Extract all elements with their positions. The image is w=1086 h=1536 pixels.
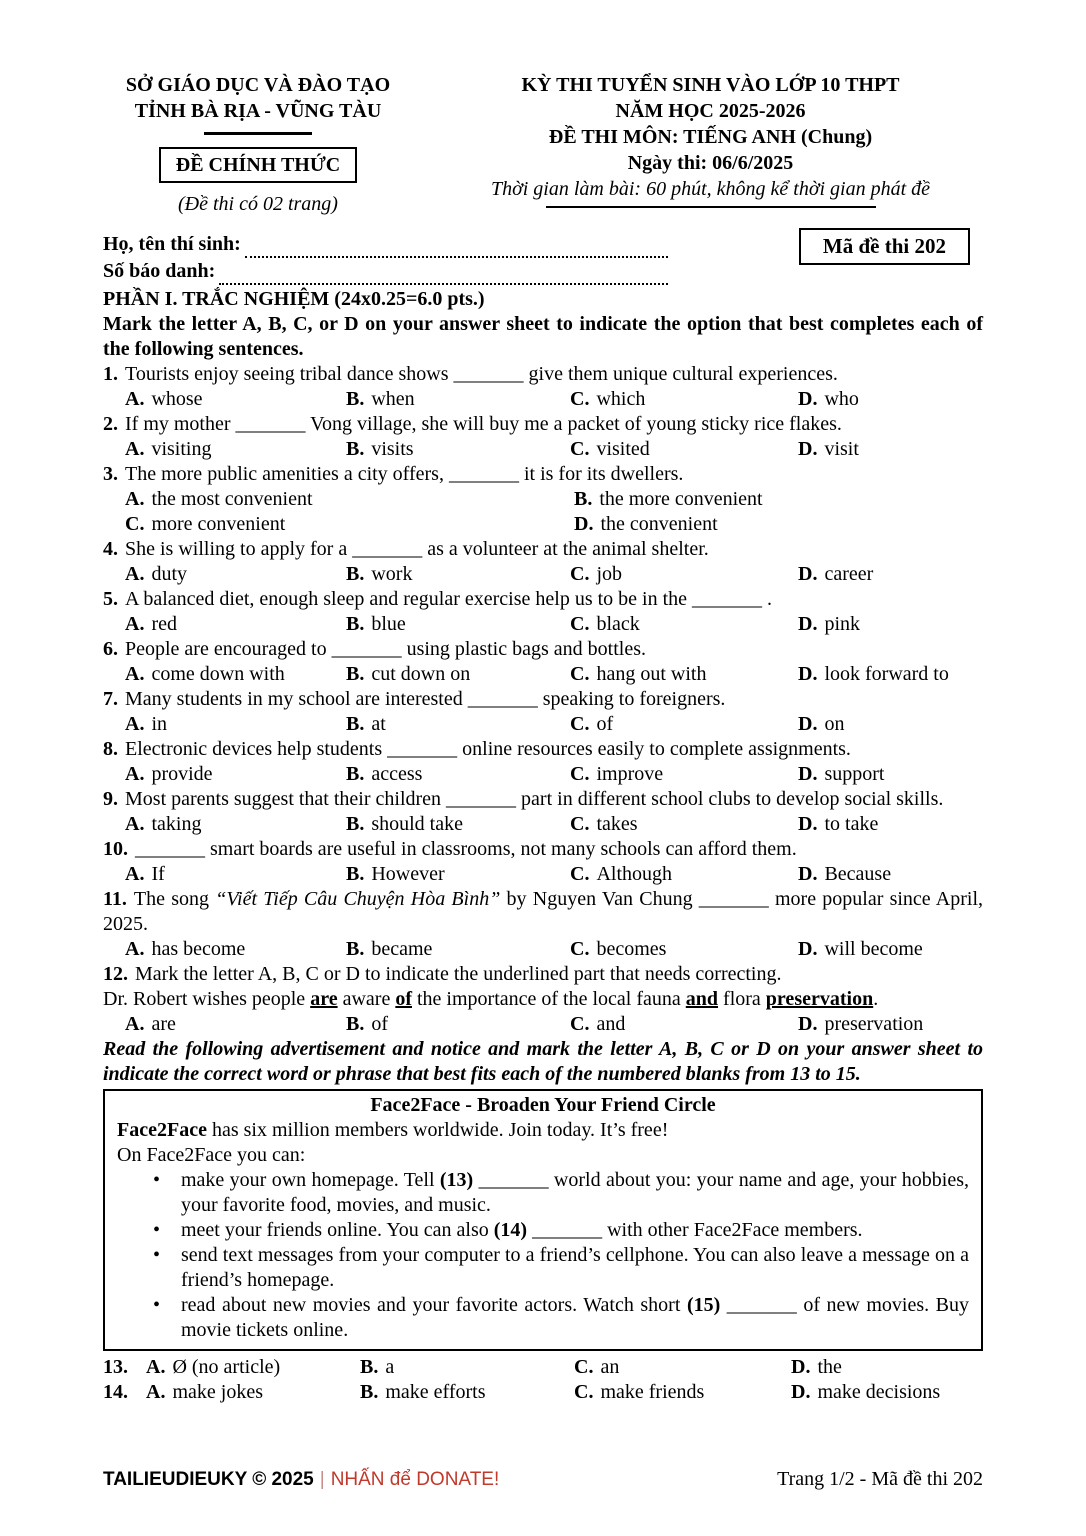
option-c: C. visited (570, 438, 650, 460)
question-9 (103, 787, 983, 837)
option-a: A. taking (125, 813, 202, 835)
option-c: C. an (574, 1356, 620, 1378)
ad-title: Face2Face - Broaden Your Friend Circle (370, 1094, 716, 1116)
question-2 (103, 412, 983, 462)
underlined-part-d: preservation (765, 988, 874, 1010)
part1-instruction: Mark the letter A, B, C, or D on your answer sheet to indicate the option that best completes each of the following sentences. (103, 313, 983, 360)
question-5 (103, 587, 983, 637)
candidate-id-row (103, 258, 668, 285)
option-b: B. when (346, 388, 415, 410)
page-number: Trang 1/2 - Mã đề thi 202 (777, 1468, 983, 1490)
question-3 (103, 462, 983, 537)
question-11-stem: 11. The song “Viết Tiếp Câu Chuyện Hòa Bình” by Nguyen Van Chung _______ more popular since April, 2025. (103, 888, 983, 935)
question-number: 11. (103, 888, 127, 910)
option-c: C. make friends (574, 1381, 705, 1403)
question-number: 8. (103, 738, 118, 760)
candidate-name-blank (245, 236, 668, 258)
brand-name: Face2Face (117, 1119, 207, 1141)
separator: | (319, 1469, 325, 1490)
question-number: 13. (103, 1356, 128, 1378)
question-9-options (103, 812, 983, 837)
underlined-part-a: are (310, 988, 338, 1010)
option-c: C. which (570, 388, 646, 410)
option-c: C. improve (570, 763, 664, 785)
pages-note: (Đề thi có 02 trang) (178, 193, 338, 215)
option-d: D. preservation (798, 1013, 924, 1035)
option-a: A. visiting (125, 438, 212, 460)
question-6 (103, 637, 983, 687)
question-10 (103, 837, 983, 887)
question-8-stem: 8. Electronic devices help students _______ online resources easily to complete assignments. (103, 738, 851, 760)
underlined-part-c: and (685, 988, 719, 1010)
option-a: A. make jokes (146, 1381, 263, 1403)
question-6-stem: 6. People are encouraged to _______ using plastic bags and bottles. (103, 638, 646, 660)
option-a: A. provide (125, 763, 213, 785)
question-3-options (103, 487, 983, 537)
official-exam-box: ĐỀ CHÍNH THỨC (159, 147, 357, 183)
option-a: A. Ø (no article) (146, 1356, 281, 1378)
option-b: B. However (346, 863, 445, 885)
option-a: A. the most convenient (125, 488, 313, 510)
option-b: B. should take (346, 813, 463, 835)
option-a: A. in (125, 713, 168, 735)
option-c: C. job (570, 563, 623, 585)
option-c: C. Although (570, 863, 673, 885)
question-1-stem: 1. Tourists enjoy seeing tribal dance shows _______ give them unique cultural experiences. (103, 363, 838, 385)
question-13 (103, 1355, 983, 1380)
question-number: 3. (103, 463, 118, 485)
department-name-line1: SỞ GIÁO DỤC VÀ ĐÀO TẠO (125, 74, 391, 96)
question-1 (103, 362, 983, 412)
header (103, 72, 983, 217)
question-12 (103, 962, 983, 1037)
question-12-stem: 12. Mark the letter A, B, C or D to indicate the underlined part that needs correcting. (103, 963, 782, 985)
question-number: 12. (103, 963, 128, 985)
footer-left (103, 1467, 499, 1492)
option-d: D. make decisions (791, 1381, 941, 1403)
option-b: B. at (346, 713, 386, 735)
blank-13: (13) (439, 1169, 474, 1191)
option-b: B. cut down on (346, 663, 471, 685)
question-9-stem: 9. Most parents suggest that their children _______ part in different school clubs to develop social skills. (103, 788, 944, 810)
option-b: B. became (346, 938, 433, 960)
song-title: “Viết Tiếp Câu Chuyện Hòa Bình” (215, 888, 501, 910)
ad-intro: Face2Face has six million members worldwide. Join today. It’s free! (117, 1119, 669, 1141)
option-b: B. a (360, 1356, 395, 1378)
option-d: D. the convenient (574, 513, 718, 535)
face2face-ad (103, 1089, 983, 1351)
question-11-options (103, 937, 983, 962)
option-a: A. If (125, 863, 165, 885)
question-number: 10. (103, 838, 128, 860)
option-a: A. duty (125, 563, 188, 585)
question-12-sentence: Dr. Robert wishes people are aware of the importance of the local fauna and flora preservation. (103, 988, 879, 1010)
option-c: C. of (570, 713, 614, 735)
question-number: 6. (103, 638, 118, 660)
question-11 (103, 887, 983, 962)
option-d: D. will become (798, 938, 923, 960)
candidate-name-row (103, 231, 668, 258)
question-number: 5. (103, 588, 118, 610)
exam-title-line3: ĐỀ THI MÔN: TIẾNG ANH (Chung) (548, 126, 873, 148)
candidate-info (103, 231, 983, 285)
blank-14: (14) (493, 1219, 528, 1241)
question-number: 2. (103, 413, 118, 435)
option-a: A. are (125, 1013, 176, 1035)
exam-code-box: Mã đề thi 202 (799, 228, 970, 265)
candidate-id-label: Số báo danh: (103, 260, 216, 282)
ad-bullet-3: • send text messages from your computer to a friend’s cellphone. You can also leave a message on a friend’s homepage. (117, 1243, 969, 1293)
question-2-stem: 2. If my mother _______ Vong village, she will buy me a packet of young sticky rice flakes. (103, 413, 842, 435)
option-d: D. who (798, 388, 859, 410)
option-d: D. on (798, 713, 845, 735)
header-right (438, 72, 983, 217)
option-c: C. hang out with (570, 663, 707, 685)
donate-link[interactable]: NHẤN để DONATE! (330, 1469, 500, 1490)
exam-title-line2: NĂM HỌC 2025-2026 (615, 100, 806, 122)
question-number: 7. (103, 688, 118, 710)
question-1-options (103, 387, 983, 412)
question-4-stem: 4. She is willing to apply for a _______ as a volunteer at the animal shelter. (103, 538, 709, 560)
option-c: C. black (570, 613, 640, 635)
header-right-divider (546, 206, 876, 208)
department-name-line2: TỈNH BÀ RỊA - VŨNG TÀU (134, 100, 382, 122)
site-brand: TAILIEUDIEUKY © 2025 (103, 1469, 314, 1490)
question-5-stem: 5. A balanced diet, enough sleep and regular exercise help us to be in the _______ . (103, 588, 773, 610)
reading-instruction: Read the following advertisement and notice and mark the letter A, B, C or D on your answer sheet to indicate the correct word or phrase that best fits each of the numbered blanks from 13 to 15. (103, 1038, 983, 1085)
option-d: D. support (798, 763, 885, 785)
option-a: A. red (125, 613, 177, 635)
option-a: A. whose (125, 388, 203, 410)
question-8-options (103, 762, 983, 787)
question-4 (103, 537, 983, 587)
question-10-options (103, 862, 983, 887)
option-b: B. work (346, 563, 413, 585)
header-left-divider (204, 132, 312, 135)
underlined-part-b: of (395, 988, 412, 1010)
option-b: B. make efforts (360, 1381, 486, 1403)
option-b: B. blue (346, 613, 406, 635)
question-5-options (103, 612, 983, 637)
question-7-options (103, 712, 983, 737)
question-number: 14. (103, 1381, 128, 1403)
option-b: B. access (346, 763, 423, 785)
option-c: C. becomes (570, 938, 667, 960)
ad-bullet-4: • read about new movies and your favorite actors. Watch short (15) _______ of new movies. Buy movie tickets online. (117, 1293, 969, 1343)
question-10-stem: 10. _______ smart boards are useful in classrooms, not many schools can afford them. (103, 838, 797, 860)
header-left (103, 72, 413, 217)
question-3-stem: 3. The more public amenities a city offers, _______ it is for its dwellers. (103, 463, 684, 485)
question-14 (103, 1380, 983, 1405)
question-7-stem: 7. Many students in my school are interested _______ speaking to foreigners. (103, 688, 726, 710)
question-4-options (103, 562, 983, 587)
ad-bullet-1: • make your own homepage. Tell (13) _______ world about you: your name and age, your hobbies, your favorite food, movies, and music. (117, 1168, 969, 1218)
question-8 (103, 737, 983, 787)
option-d: D. look forward to (798, 663, 949, 685)
option-a: A. has become (125, 938, 246, 960)
question-2-options (103, 437, 983, 462)
option-b: B. of (346, 1013, 389, 1035)
ad-line2: On Face2Face you can: (117, 1144, 306, 1166)
option-b: B. visits (346, 438, 414, 460)
option-d: D. visit (798, 438, 859, 460)
candidate-id-blank (219, 263, 668, 285)
question-number: 9. (103, 788, 118, 810)
question-number: 1. (103, 363, 118, 385)
option-a: A. come down with (125, 663, 285, 685)
option-d: D. Because (798, 863, 892, 885)
question-12-options (103, 1012, 983, 1037)
option-d: D. to take (798, 813, 879, 835)
option-d: D. the (791, 1356, 842, 1378)
exam-duration: Thời gian làm bài: 60 phút, không kể thời gian phát đề (490, 178, 931, 200)
part1-title: PHẦN I. TRẮC NGHIỆM (24x0.25=6.0 pts.) (103, 288, 485, 310)
option-d: D. career (798, 563, 874, 585)
question-6-options (103, 662, 983, 687)
question-number: 4. (103, 538, 118, 560)
option-c: C. takes (570, 813, 638, 835)
option-c: C. and (570, 1013, 626, 1035)
option-b: B. the more convenient (574, 488, 763, 510)
exam-title-line1: KỲ THI TUYỂN SINH VÀO LỚP 10 THPT (521, 74, 900, 96)
option-c: C. more convenient (125, 513, 286, 535)
ad-bullet-2: • meet your friends online. You can also (14) _______ with other Face2Face members. (117, 1218, 969, 1243)
candidate-name-label: Họ, tên thí sinh: (103, 233, 241, 255)
footer (103, 1467, 983, 1492)
option-d: D. pink (798, 613, 861, 635)
question-7 (103, 687, 983, 737)
exam-date: Ngày thi: 06/6/2025 (627, 152, 794, 174)
blank-15: (15) (686, 1294, 721, 1316)
